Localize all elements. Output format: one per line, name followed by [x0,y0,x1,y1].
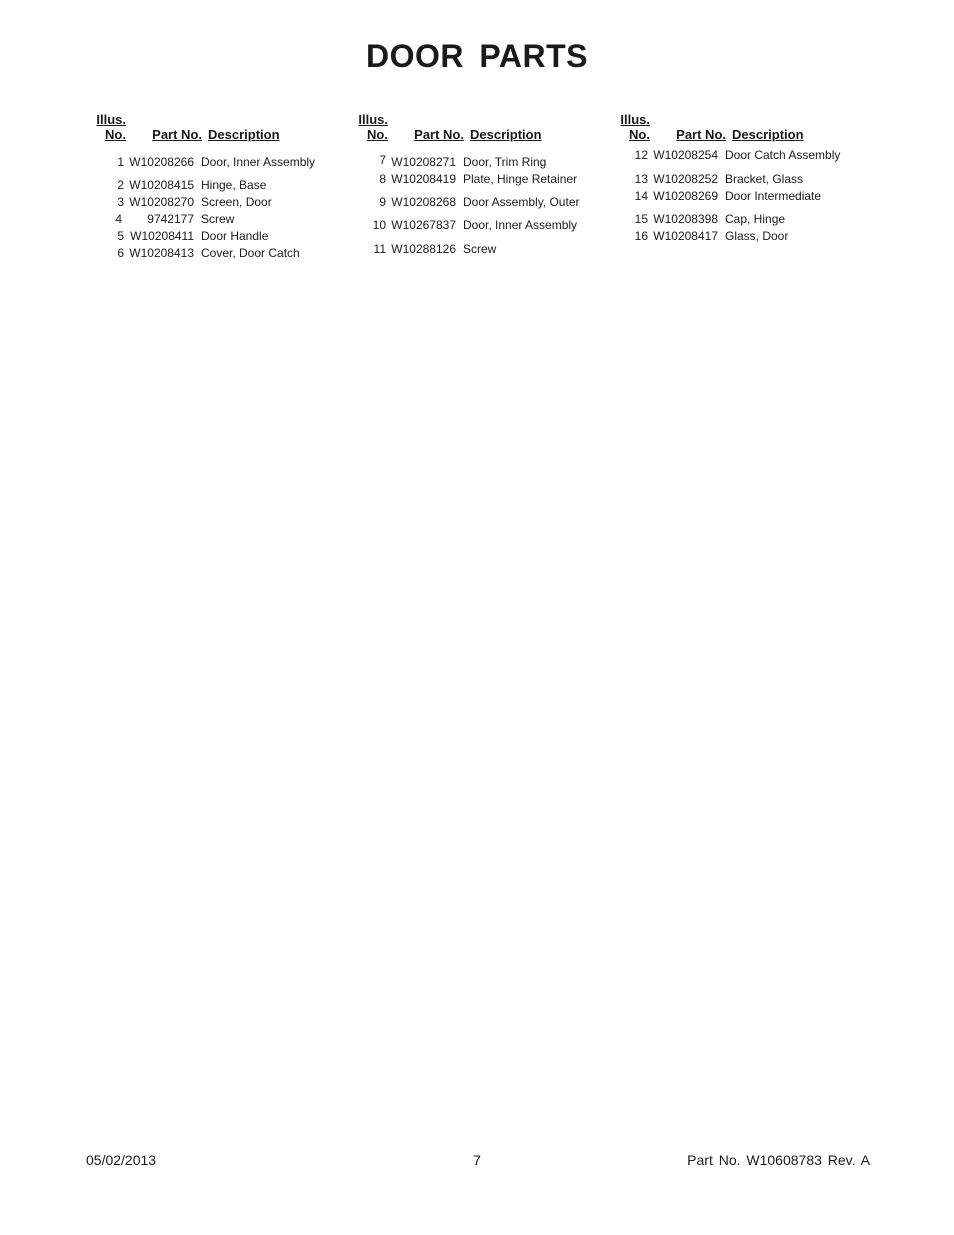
part-no-header: Part No. [414,127,464,142]
part-no-header: Part No. [676,127,726,142]
illus-number: 1 [117,155,124,169]
footer-page-number: 7 [473,1152,481,1168]
illus-number: 13 [634,172,648,186]
illus-number: 4 [115,212,122,226]
part-number: W10208413 [129,246,194,260]
illus-number: 3 [117,195,124,209]
illus-number: 11 [373,242,386,256]
illus-number: 14 [634,189,648,203]
illus-no-header: Illus. No. [358,112,388,142]
part-number: W10208266 [129,155,194,169]
part-number: W10208254 [653,148,718,162]
part-number: 9742177 [147,212,194,226]
part-number: W10208268 [391,195,456,209]
part-number: W10267837 [391,218,456,232]
parts-column-2 [348,0,610,300]
part-number: W10288126 [391,242,456,256]
description-header: Description [208,127,280,142]
part-description: Glass, Door [725,229,789,243]
part-description: Door, Inner Assembly [201,155,316,169]
part-number: W10208419 [391,172,456,186]
illus-number: 8 [379,172,386,186]
illus-number: 10 [372,218,386,232]
part-description: Screw [201,212,235,226]
part-no-header: Part No. [152,127,202,142]
part-description: Screen, Door [201,195,272,209]
part-description: Bracket, Glass [725,172,804,186]
part-description: Door Assembly, Outer [463,195,580,209]
parts-column-3 [610,0,872,300]
parts-column-1 [86,0,348,300]
part-description: Door, Trim Ring [463,155,547,169]
illus-number: 16 [634,229,648,243]
part-description: Door, Inner Assembly [463,218,578,232]
part-number: W10208411 [130,229,194,243]
illus-number: 5 [117,229,124,243]
illus-no-header: Illus. No. [96,112,126,142]
part-description: Door Catch Assembly [725,148,841,162]
illus-number: 9 [379,195,386,209]
illus-number: 7 [379,153,386,167]
part-description: Door Intermediate [725,189,822,203]
part-description: Hinge, Base [201,178,267,192]
illus-no-header: Illus. No. [620,112,650,142]
illus-number: 15 [634,212,648,226]
part-description: Cover, Door Catch [201,246,300,260]
part-description: Plate, Hinge Retainer [463,172,578,186]
part-description: Cap, Hinge [725,212,786,226]
illus-number: 2 [117,178,124,192]
part-number: W10208415 [129,178,194,192]
part-description: Door Handle [201,229,269,243]
description-header: Description [732,127,804,142]
part-number: W10208271 [391,155,456,169]
part-number: W10208398 [653,212,718,226]
part-description: Screw [463,242,497,256]
illus-number: 6 [117,246,124,260]
footer-part-number: Part No. W10608783 Rev. A [687,1152,870,1168]
part-number: W10208269 [653,189,718,203]
page-title: DOOR PARTS [366,38,588,74]
footer-date: 05/02/2013 [86,1152,157,1168]
illus-number: 12 [634,148,648,162]
part-number: W10208270 [129,195,194,209]
description-header: Description [470,127,542,142]
part-number: W10208417 [653,229,718,243]
part-number: W10208252 [653,172,718,186]
